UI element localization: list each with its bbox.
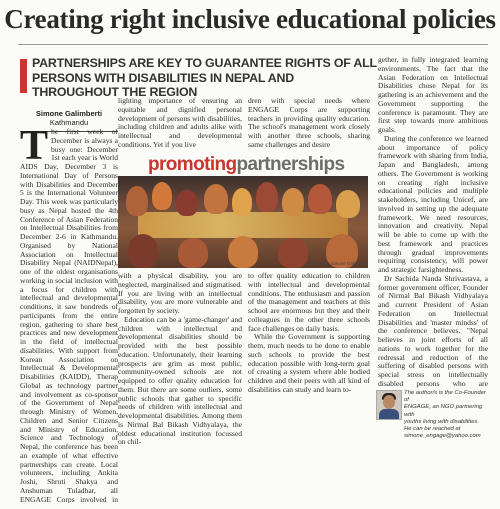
photo-person [282, 188, 304, 216]
col4-paragraph-3: Dr Sachida Nanda Shrivastava, a former government officer, Founder of Nirmal Bal Bikash Vidhyalaya and current President of Asian Federation on Intellectual Disabilities and 'master mindss' of the conference believes, "Nepal believes in joint efforts of all nations to work together for the redressal and reduction of the suffering of disabled persons with special stress on intellectually disabled persons who are [378, 273, 488, 388]
photo-person [152, 182, 172, 210]
col3-bottom-paragraph-2: While the Government is supporting them, much needs to be done to enable such schools to provide the best education possible with long-term goal of creating a system where able bodied children and their peers with all kind of disabilities can study and learn to- [248, 332, 370, 394]
author-note-line: ENGAGE, an NGO partnering with [404, 404, 483, 418]
photo-person [232, 188, 252, 216]
author-face [383, 395, 395, 409]
promoting-partnerships-label [148, 154, 362, 176]
photo-person [308, 184, 332, 214]
photo-person [228, 236, 258, 268]
article-column-4 [378, 56, 488, 388]
author-note [404, 390, 488, 440]
author-shirt [379, 409, 399, 420]
author-photo [376, 390, 402, 420]
photo-person [278, 238, 308, 268]
headline-rule [18, 44, 488, 45]
col4-paragraph-1: gether, in fully integrated learning environments. The fact that the Asian Federation on Intellectual Disabilities chose Nepal for its gathering is an achievement and the Government supporting the conference is paramount. They are first step towards more ambitious goals. [378, 56, 488, 134]
col3-top-paragraph: dren with special needs where ENGAGE Corps are supporting teachers in providing quality education. The school's management work closely with another three schools, sharing same challenges and desire [248, 97, 370, 149]
photo-person [336, 190, 360, 218]
drop-cap: T [20, 128, 49, 169]
page-headline: Creating right inclusive educational policies [4, 4, 496, 34]
col2-top-paragraph: lighting importance of ensuring an equitable and dignified personal development of persons with disabilities, including children and adults alike with intellectual and developmental conditions. Yet if you live [118, 97, 242, 149]
col2-bottom-paragraph-2: Education can be a 'game-changer' and children with intellectual and developmental disabilities should be provided with the best possible education. Unfortunately, their learning prospects are grim as most public, community-owned schools are not equipped to offer quality education for them. But there are some outliers, some public schools that gather to specific needs of children with intellectual and developmental disabilities. Among them is Nirmal Bal Bikash Vidhyalaya, the oldest educational institution focussed on chil- [118, 314, 242, 447]
author-info-box [376, 390, 488, 438]
article-column-1 [20, 128, 118, 503]
author-email: simone_engage@yahoo.com [404, 433, 481, 440]
article-column-3-top [248, 97, 370, 153]
photo-person [178, 238, 208, 268]
col4-paragraph-2: During the conference we learned about importance of policy framework with sharing from India, Japan and Bangladesh, among others. The Government is working on creating right inclusive educational policies and multiple stakeholders, including Unicef, are involved in setting up the adequate framework. We need resources, innovation and creativity. Nepal will be able to come up with the best framework and practices through gradual improvements requiring consistency, will power and strategic farsightedness. [378, 133, 488, 274]
col1-lead-paragraph: he first week of December is always a busy one: December 1st each year is World AIDS Day, December 3 is International Day of Persons with Disabilities and December 5 is the International Volunteer Day. This week was particularly busy as Nepal hosted the 4th Conference of Asian Federation on Intellectual Disabilities from December 2-6 in Kathmandu. Organised by National Association on Intellectual Disability Nepal (NAIDNepal), one of the oldest organisations working in social inclusion with a focus for children with intellectual and developmental conditions, it saw hundreds of participants from the entire region, gathering to share best practices and new development in the field of intellectual disabilities. With support from Korean Association on Intellectual & Developmental Disabilities (KAIDD), Therap Global as technology partner and involvement as co-sponsor of the Government of Nepal through Ministry of Women, Children and Senior Citizens and Ministry of Education, Science and Technology of Nepal, the conference has been an example of what effective partnerships can create. Local volunteers, including Ankita Joshi, Shruti Shakya and Anshuman Tuladhar, all ENGAGE Corps involved in [20, 128, 118, 503]
photo-credit: Courtesy: Simone Galimberti [310, 261, 368, 266]
article-column-3-bottom [248, 272, 370, 505]
photo-person [204, 184, 228, 214]
conference-photo [118, 176, 368, 268]
author-note-line: The author/s is the Co-Founder of [404, 390, 486, 404]
promo-part-2: partnerships [236, 154, 345, 175]
photo-person [176, 190, 198, 216]
promo-part-1: promoting [148, 154, 237, 175]
article-column-2-bottom [118, 272, 242, 505]
author-name: Simone Galimberti [35, 109, 103, 118]
photo-person [256, 182, 278, 212]
subheadline: PARTNERSHIPS ARE KEY TO GUARANTEE RIGHTS OF ALL PERSONS WITH DISABILITIES IN NEPAL AND THROUGHOUT THE REGION [32, 56, 377, 99]
author-note-line: He can be reached at [404, 426, 461, 433]
photo-person [126, 186, 148, 216]
author-location: Kathmandu [20, 118, 118, 132]
author-note-line: youths living with disabilities. [404, 418, 479, 425]
col2-bottom-paragraph-1: with a physical disability, you are neglected, marginalised and stigmatised. If you are living with an intellectual disability, you are more vulnerable and forgotten by society. [118, 272, 242, 315]
photo-person [128, 234, 158, 268]
subhead-accent-bar [20, 59, 27, 93]
col3-bottom-paragraph-1: to offer quality education to children with intellectual and developmental conditions. The enthusiasm and passion of the management and teachers at this school are enormous but they and their colleagues in the other three schools face challenges on daily basis. [248, 272, 370, 333]
article-column-2-top [118, 97, 242, 153]
